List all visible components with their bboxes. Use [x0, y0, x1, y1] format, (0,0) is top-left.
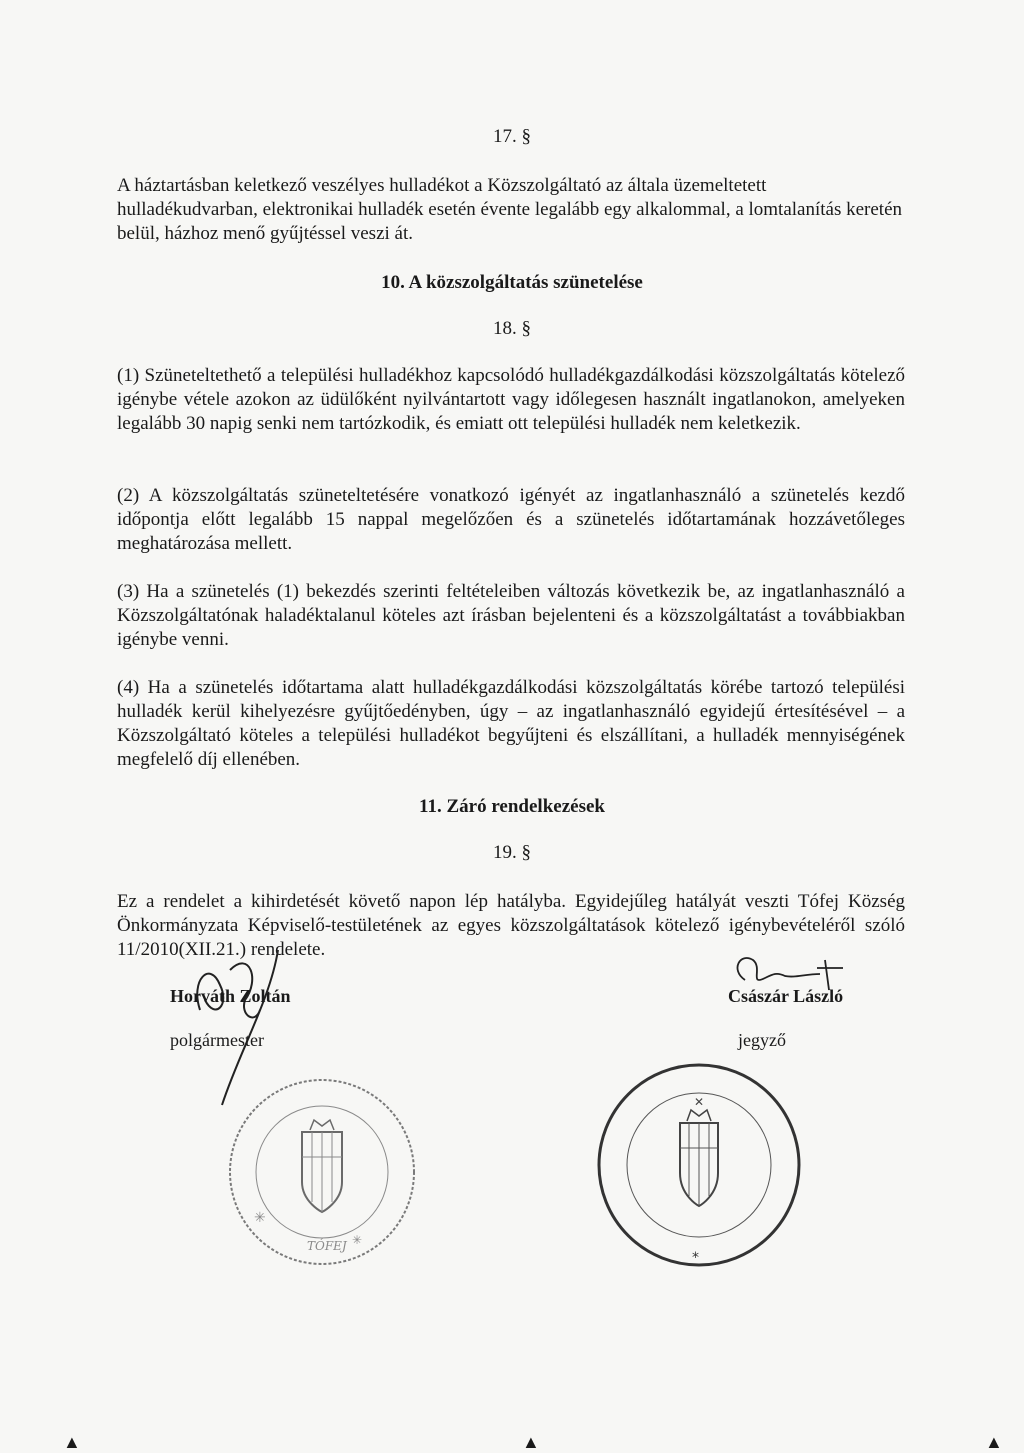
svg-text:TÓFEJ: TÓFEJ — [307, 1239, 347, 1253]
section-19-title: 19. § — [493, 842, 531, 863]
section-18-paragraph-3: (3) Ha a szünetelés (1) bekezdés szerinti feltételeiben változás következik be, az ingatlanhasználó a Közszolgáltatónak haladéktalanul köteles azt írásban bejelenteni és a közszolgáltatást a továbbiakban igénybe venni. — [117, 581, 905, 650]
signature-left-name: Horváth Zoltán — [170, 986, 291, 1006]
signature-right-name: Császár László — [728, 986, 844, 1006]
section-17-text: A háztartásban keletkező veszélyes hulladékot a Közszolgáltató az általa üzemeltetett hulladékudvarban, elektronikai hulladék esetén évente legalább egy alkalommal, a lomtalanítás keretén belül, házhoz menő gyűjtéssel veszi át. — [117, 175, 903, 244]
scan-mark-right: ▲ — [985, 1432, 1003, 1452]
stamp-left-seal — [222, 1072, 422, 1272]
section-18-paragraph-2: (2) A közszolgáltatás szüneteltetésére vonatkozó igényét az ingatlanhasználó a szünetelés kezdő időpontja előtt legalább 15 nappal megelőzően és a szünetelés időtartamának hozzávetőleges meghatározása mellett. — [117, 485, 905, 554]
section-18-paragraph-4: (4) Ha a szünetelés időtartama alatt hulladékgazdálkodási közszolgáltatás körébe tartozó települési hulladék kerül kihelyezésre gyűjtőedényben, úgy – az ingatlanhasználó egyidejű értesítésével – a Közszolgáltató köteles a települési hulladékot begyűjteni és elszállítani, a hulladék mennyiségének megfelelő díj ellenében. — [117, 677, 905, 770]
svg-text:✕: ✕ — [694, 1095, 705, 1109]
section-17-title: 17. § — [493, 126, 531, 147]
section-18-paragraph-1: (1) Szüneteltethető a települési hulladékhoz kapcsolódó hulladékgazdálkodási közszolgáltatás kötelező igénybe vétele azokon az üdülőként nyilvántartott vagy időlegesen használt ingatlanokon, amelyeken legalább 30 napig senki nem tartózkodik, és emiatt ott települési hulladék nem keletkezik. — [117, 365, 905, 434]
scan-mark-center: ▲ — [522, 1432, 540, 1452]
chapter-10-heading: 10. A közszolgáltatás szünetelése — [381, 272, 643, 293]
section-19-text: Ez a rendelet a kihirdetését követő napon lép hatályba. Egyidejűleg hatályát veszti Tófej Község Önkormányzata Képviselő-testületének az egyes közszolgáltatások kötelező igénybevételéről szóló 11/2010(XII.21.) rendelete. — [117, 891, 905, 960]
svg-text:✳: ✳ — [352, 1233, 363, 1247]
signature-left-title: polgármester — [170, 1030, 264, 1050]
signature-right-title: jegyző — [738, 1030, 786, 1050]
scan-mark-left: ▲ — [63, 1432, 81, 1452]
chapter-11-heading: 11. Záró rendelkezések — [419, 796, 605, 817]
stamp-right-seal — [592, 1058, 807, 1273]
svg-text:✳: ✳ — [254, 1210, 266, 1226]
section-18-title: 18. § — [493, 318, 531, 339]
svg-text:*: * — [692, 1250, 699, 1266]
